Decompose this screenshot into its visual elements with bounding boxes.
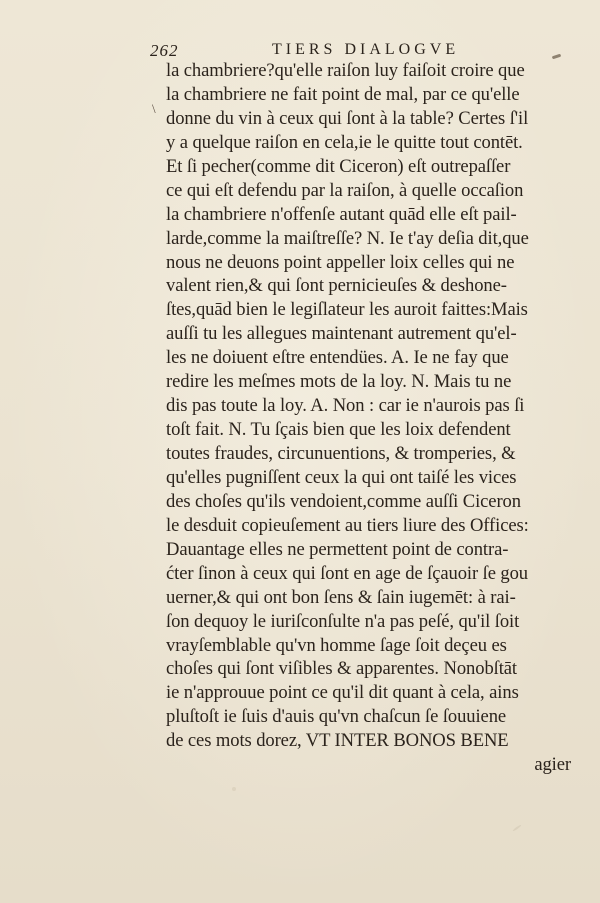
running-title: TIERS DIALOGVE bbox=[272, 41, 460, 58]
text-line: vrayſemblable qu'vn homme ſage ſoit deçeu es bbox=[166, 634, 507, 656]
text-line: ſon dequoy le iuriſconſulte n'a pas peſé, qu'il ſoit bbox=[166, 610, 520, 632]
text-line: ce qui eſt defendu par la raiſon, à quelle occaſion bbox=[166, 179, 524, 201]
page-number: 262 bbox=[150, 41, 179, 60]
text-line: toutes fraudes, circunuentions, & tromperies, & bbox=[166, 443, 516, 464]
text-line: la chambriere n'offenſe autant quād elle eſt pail- bbox=[166, 203, 517, 225]
text-line: Et ſi pecher(comme dit Ciceron) eſt outrepaſſer bbox=[166, 155, 511, 177]
text-line: la chambriere ne fait point de mal, par ce qu'elle bbox=[166, 83, 520, 105]
text-line: le desduit copieuſement au tiers liure des Offices: bbox=[166, 514, 529, 536]
text-line: ćter ſinon à ceux qui ſont en age de ſçauoir ſe gou bbox=[166, 562, 528, 584]
paper-blemish bbox=[232, 787, 236, 791]
text-line: ſtes,quād bien le legiſlateur les auroit faittes:Mais bbox=[166, 299, 528, 321]
text-line: choſes qui ſont viſibles & apparentes. Nonobſtāt bbox=[166, 658, 517, 680]
text-line: donne du vin à ceux qui ſont à la table? Certes ſ'il bbox=[166, 107, 529, 129]
text-line: uerner,& qui ont bon ſens & ſain iugemēt: à rai- bbox=[166, 586, 516, 608]
margin-mark: \ bbox=[152, 101, 156, 116]
text-line: dis pas toute la loy. A. Non : car ie n'aurois pas ſi bbox=[166, 395, 525, 417]
text-line: Dauantage elles ne permettent point de contra- bbox=[166, 538, 509, 560]
dialogue-text bbox=[166, 59, 576, 777]
text-line: ie n'approuue point ce qu'il dit quant à cela, ains bbox=[166, 682, 519, 704]
text-line: valent rien,& qui ſont pernicieuſes & deshone- bbox=[166, 275, 507, 297]
text-line: y a quelque raiſon en cela,ie le quitte tout contēt. bbox=[166, 131, 523, 153]
text-line: toſt fait. N. Tu ſçais bien que les loix defendent bbox=[166, 419, 511, 441]
text-line: nous ne deuons point appeller loix celles qui ne bbox=[166, 251, 515, 273]
text-line: les ne doiuent eſtre entendües. A. Ie ne fay que bbox=[166, 347, 509, 369]
text-line: redire les meſmes mots de la loy. N. Mais tu ne bbox=[166, 371, 512, 393]
text-line: de ces mots dorez, VT INTER BONOS BENE bbox=[166, 730, 509, 752]
text-line: des choſes qu'ils vendoient,comme auſſi Ciceron bbox=[166, 490, 521, 512]
text-line: qu'elles pugniſſent ceux la qui ont taiſé les vices bbox=[166, 466, 517, 488]
text-line: larde,comme la maiſtreſſe? N. Ie t'ay deſia dit,que bbox=[166, 227, 529, 249]
paper-blemish bbox=[512, 824, 521, 831]
text-line: pluſtoſt ie ſuis d'auis qu'vn chaſcun ſe ſouuiene bbox=[166, 706, 507, 728]
catchword: agier bbox=[534, 754, 571, 776]
text-line: la chambriere?qu'elle raiſon luy faiſoit croire que bbox=[166, 60, 525, 81]
text-line: auſſi tu les allegues maintenant autrement qu'el- bbox=[166, 323, 517, 345]
